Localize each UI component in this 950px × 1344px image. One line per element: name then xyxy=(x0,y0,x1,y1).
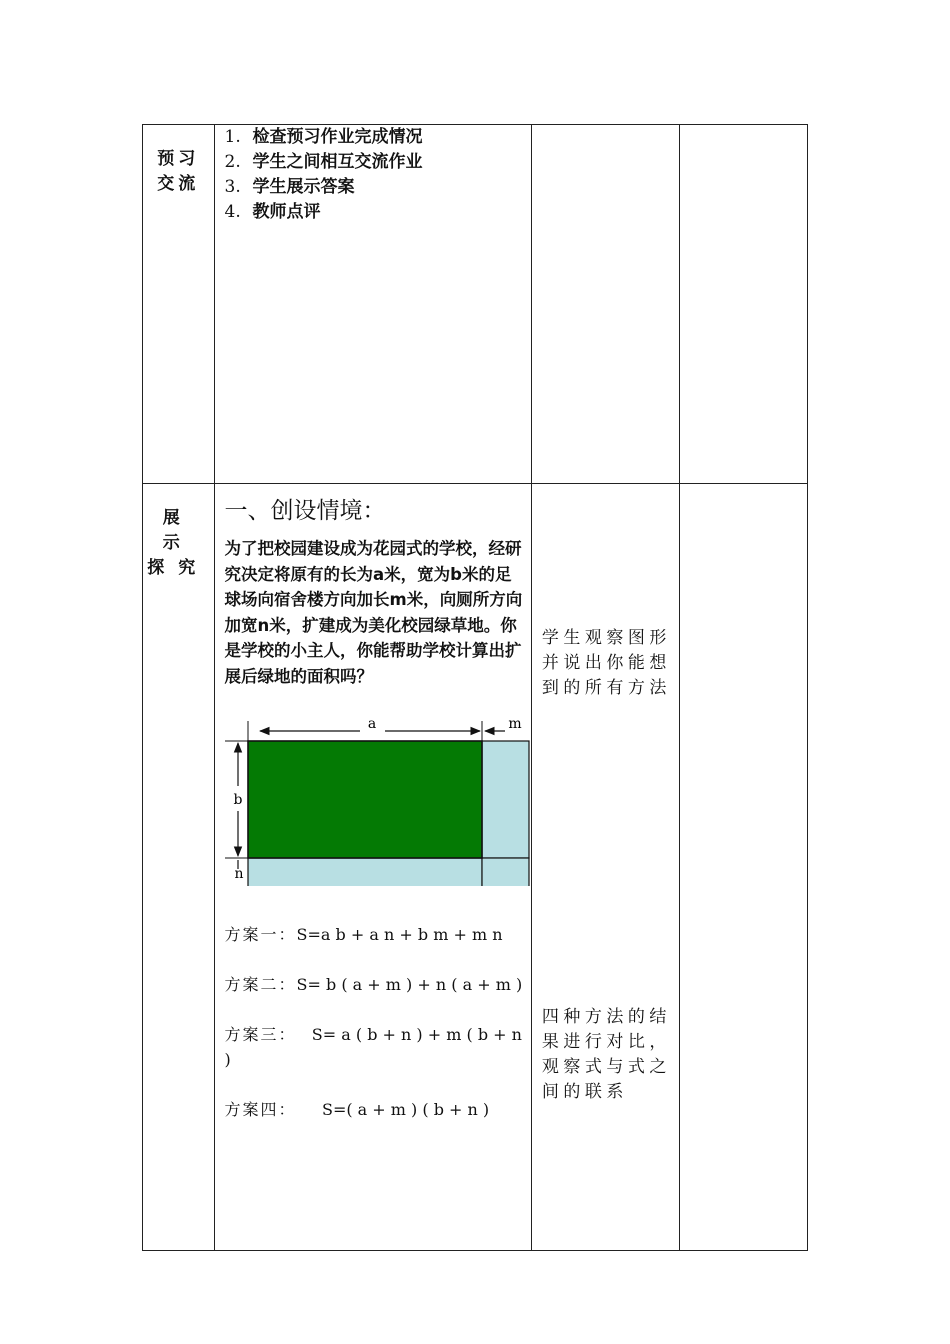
notes-cell-preview xyxy=(680,125,808,484)
activity-cell-explore xyxy=(214,484,531,1251)
label-a: a xyxy=(367,716,376,732)
list-item: 方案三： S= a ( b + n ) + m ( b + n ) xyxy=(224,1025,528,1069)
lesson-plan-table xyxy=(142,124,808,1251)
list-item: 3. 学生展示答案 xyxy=(224,177,355,197)
stage-label-line1: 预习 xyxy=(157,149,200,169)
student-activity-cell-preview xyxy=(531,125,679,484)
scenario-text: 为了把校园建设成为花园式的学校，经研究决定将原有的长为a米，宽为b米的足球场向宿舍楼方向加长m米，向厕所方向加宽n米，扩建成为美化校园绿草地。你是学校的小主人，你能帮助学校计算出扩展后绿地的面积吗？ xyxy=(224,539,523,686)
notes-cell-explore xyxy=(680,484,808,1251)
section-heading: 一、创设情境： xyxy=(224,498,386,524)
solution-plans xyxy=(224,922,528,1122)
stage-label-line2: 交流 xyxy=(157,174,200,194)
stage-label-line1: 展 示 xyxy=(162,508,194,553)
extension-n-area xyxy=(248,858,482,886)
activity-cell-preview xyxy=(214,125,531,484)
list-item: 4. 教师点评 xyxy=(224,202,321,222)
list-item: 方案四： S=( a + m ) ( b + n ) xyxy=(224,1100,490,1119)
label-b: b xyxy=(233,792,243,808)
student-activity-note-2: 四种方法的结果进行对比，观察式与式之间的联系 xyxy=(541,1007,671,1102)
student-activity-note-1: 学生观察图形并说出你能想到的所有方法 xyxy=(541,628,671,698)
list-item: 2. 学生之间相互交流作业 xyxy=(224,152,423,172)
extension-m-area xyxy=(482,741,529,858)
stage-cell-preview xyxy=(143,125,215,484)
label-n: n xyxy=(234,866,244,882)
list-item: 1. 检查预习作业完成情况 xyxy=(224,127,423,147)
label-m: m xyxy=(507,716,522,732)
preview-steps-list xyxy=(215,125,531,225)
table-row-explore xyxy=(143,484,808,1251)
stage-label-line2: 探究 xyxy=(147,558,210,578)
list-item: 方案一：S=a b + a n + b m + m n xyxy=(224,925,503,944)
student-activity-cell-explore xyxy=(531,484,679,1251)
field-expansion-diagram xyxy=(215,711,530,886)
original-field-area xyxy=(248,741,482,858)
stage-cell-explore xyxy=(143,484,215,1251)
table-row-preview xyxy=(143,125,808,484)
list-item: 方案二：S= b ( a + m ) + n ( a + m ) xyxy=(224,975,523,994)
extension-mn-area xyxy=(482,858,529,886)
